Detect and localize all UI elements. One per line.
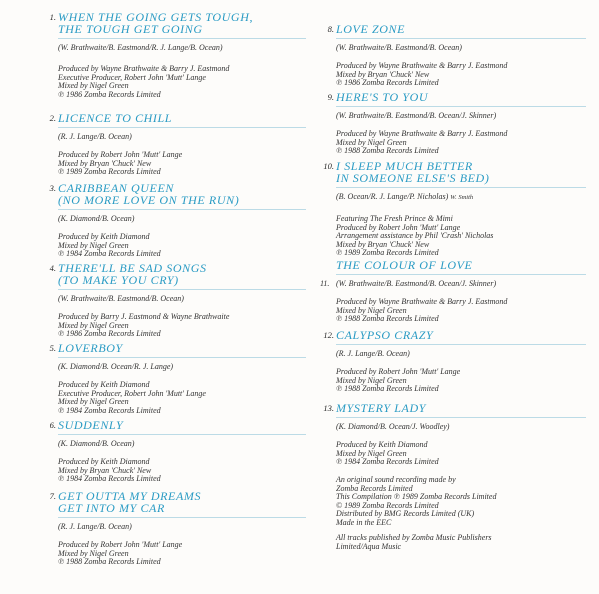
track-3: [49, 181, 306, 259]
track-9: [327, 90, 586, 156]
track-writers: (R. J. Lange/B. Ocean): [58, 132, 132, 141]
track-6: [49, 418, 306, 484]
track-title: GET OUTTA MY DREAMS GET INTO MY CAR: [58, 489, 202, 515]
track-title: MYSTERY LADY: [336, 401, 427, 415]
track-title: HERE'S TO YOU: [336, 90, 429, 104]
track-10: [323, 159, 586, 258]
divider: [58, 127, 306, 128]
divider: [58, 517, 306, 518]
track-writers: (K. Diamond/B. Ocean/J. Woodley): [336, 422, 450, 431]
track-number: 10.: [323, 161, 334, 171]
track-credits: Produced by Wayne Brathwaite & Barry J. Eastmond Mixed by Nigel Green ℗ 1988 Zomba Records Limited: [336, 297, 508, 324]
track-title: CALYPSO CRAZY: [336, 328, 434, 342]
track-title: THERE'LL BE SAD SONGS (TO MAKE YOU CRY): [58, 261, 207, 287]
track-title: THE COLOUR OF LOVE: [336, 258, 473, 272]
track-number: 1.: [49, 12, 56, 22]
track-writers: (K. Diamond/B. Ocean/R. J. Lange): [58, 362, 174, 371]
track-11: [320, 258, 586, 324]
track-title: LOVERBOY: [58, 341, 123, 355]
track-writers: (K. Diamond/B. Ocean): [58, 214, 135, 223]
writers-main: (W. Brathwaite/B. Eastmond/B. Ocean/J. Skinner): [336, 279, 497, 288]
track-number: 3.: [49, 183, 56, 193]
track-writers: [336, 192, 586, 203]
divider: [336, 106, 586, 107]
track-writers: (W. Brathwaite/B. Eastmond/B. Ocean): [336, 43, 462, 52]
track-title: WHEN THE GOING GETS TOUGH, THE TOUGH GET GOING: [58, 10, 254, 36]
track-writers: (R. J. Lange/B. Ocean): [58, 522, 132, 531]
track-credits: Produced by Keith Diamond Mixed by Nigel Green ℗ 1984 Zomba Records Limited: [58, 232, 161, 259]
track-credits: Produced by Keith Diamond Mixed by Nigel Green ℗ 1984 Zomba Records Limited: [336, 440, 439, 467]
track-number: 4.: [49, 263, 56, 273]
track-credits: Produced by Barry J. Eastmond & Wayne Brathwaite Mixed by Nigel Green ℗ 1986 Zomba Records Limited: [58, 312, 230, 339]
divider: [58, 434, 306, 435]
track-2: [49, 111, 306, 177]
track-number: 11.: [320, 279, 330, 288]
divider: [58, 209, 306, 210]
writers-main: (B. Ocean/R. J. Lange/P. Nicholas): [336, 192, 449, 201]
track-credits: Produced by Wayne Brathwaite & Barry J. Eastmond Mixed by Nigel Green ℗ 1988 Zomba Records Limited: [336, 129, 508, 156]
track-8: [327, 22, 586, 88]
track-writers: (W. Brathwaite/B. Eastmond/R. J. Lange/B. Ocean): [58, 43, 223, 52]
track-title: LOVE ZONE: [336, 22, 406, 36]
track-number: 13.: [323, 403, 334, 413]
divider: [336, 274, 586, 275]
track-credits: Produced by Robert John 'Mutt' Lange Mixed by Bryan 'Chuck' New ℗ 1989 Zomba Records Limited: [58, 150, 183, 177]
recording-info: An original sound recording made by Zomba Records Limited This Compilation ℗ 1989 Zomba Records Limited © 1989 Zomba Records Limited Distributed by BMG Records Limited (UK) Made in the EEC: [336, 475, 497, 527]
track-13: [323, 401, 586, 467]
divider: [336, 417, 586, 418]
track-number: 8.: [327, 24, 334, 34]
track-number: 12.: [323, 330, 334, 340]
track-title: LICENCE TO CHILL: [58, 111, 173, 125]
track-credits: Featuring The Fresh Prince & Mimi Produced by Robert John 'Mutt' Lange Arrangement assistance by Phil 'Crash' Nicholas Mixed by Bryan 'Chuck' New ℗ 1989 Zomba Records Limited: [336, 214, 494, 258]
divider: [58, 357, 306, 358]
track-12: [323, 328, 586, 394]
track-number: 5.: [49, 343, 56, 353]
track-credits: Produced by Keith Diamond Executive Producer, Robert John 'Mutt' Lange Mixed by Nigel Green ℗ 1984 Zomba Records Limited: [58, 380, 206, 415]
track-writers: (R. J. Lange/B. Ocean): [336, 349, 410, 358]
track-title: I SLEEP MUCH BETTER IN SOMEONE ELSE'S BED): [336, 159, 490, 185]
track-number: 9.: [327, 92, 334, 102]
track-5: [49, 341, 306, 415]
track-number: 7.: [49, 491, 56, 501]
track-writers: (W. Brathwaite/B. Eastmond/B. Ocean): [58, 294, 184, 303]
track-credits: Produced by Robert John 'Mutt' Lange Mixed by Nigel Green ℗ 1988 Zomba Records Limited: [58, 540, 183, 567]
divider: [58, 289, 306, 290]
track-credits: Produced by Robert John 'Mutt' Lange Mixed by Nigel Green ℗ 1988 Zomba Records Limited: [336, 367, 461, 394]
track-title: CARIBBEAN QUEEN (NO MORE LOVE ON THE RUN): [58, 181, 240, 207]
track-writers: (W. Brathwaite/B. Eastmond/B. Ocean/J. Skinner): [336, 111, 497, 120]
track-credits: Produced by Wayne Brathwaite & Barry J. Eastmond Executive Producer, Robert John 'Mutt' Lange Mixed by Nigel Green ℗ 1986 Zomba Records Limited: [58, 64, 230, 99]
track-writers: [320, 279, 586, 289]
track-4: [49, 261, 306, 339]
publishing-info: All tracks published by Zomba Music Publishers Limited/Aqua Music: [336, 533, 492, 551]
track-credits: Produced by Keith Diamond Mixed by Bryan 'Chuck' New ℗ 1984 Zomba Records Limited: [58, 457, 161, 484]
divider: [336, 344, 586, 345]
track-title: SUDDENLY: [58, 418, 124, 432]
divider: [336, 38, 586, 39]
track-credits: Produced by Wayne Brathwaite & Barry J. Eastmond Mixed by Bryan 'Chuck' New ℗ 1986 Zomba Records Limited: [336, 61, 508, 88]
divider: [336, 187, 586, 188]
track-7: [49, 489, 306, 567]
track-number: 6.: [49, 420, 56, 430]
track-number: 2.: [49, 113, 56, 123]
divider: [58, 38, 306, 39]
writers-extra: W. Smith: [450, 194, 474, 201]
track-1: [49, 10, 306, 99]
track-writers: (K. Diamond/B. Ocean): [58, 439, 135, 448]
